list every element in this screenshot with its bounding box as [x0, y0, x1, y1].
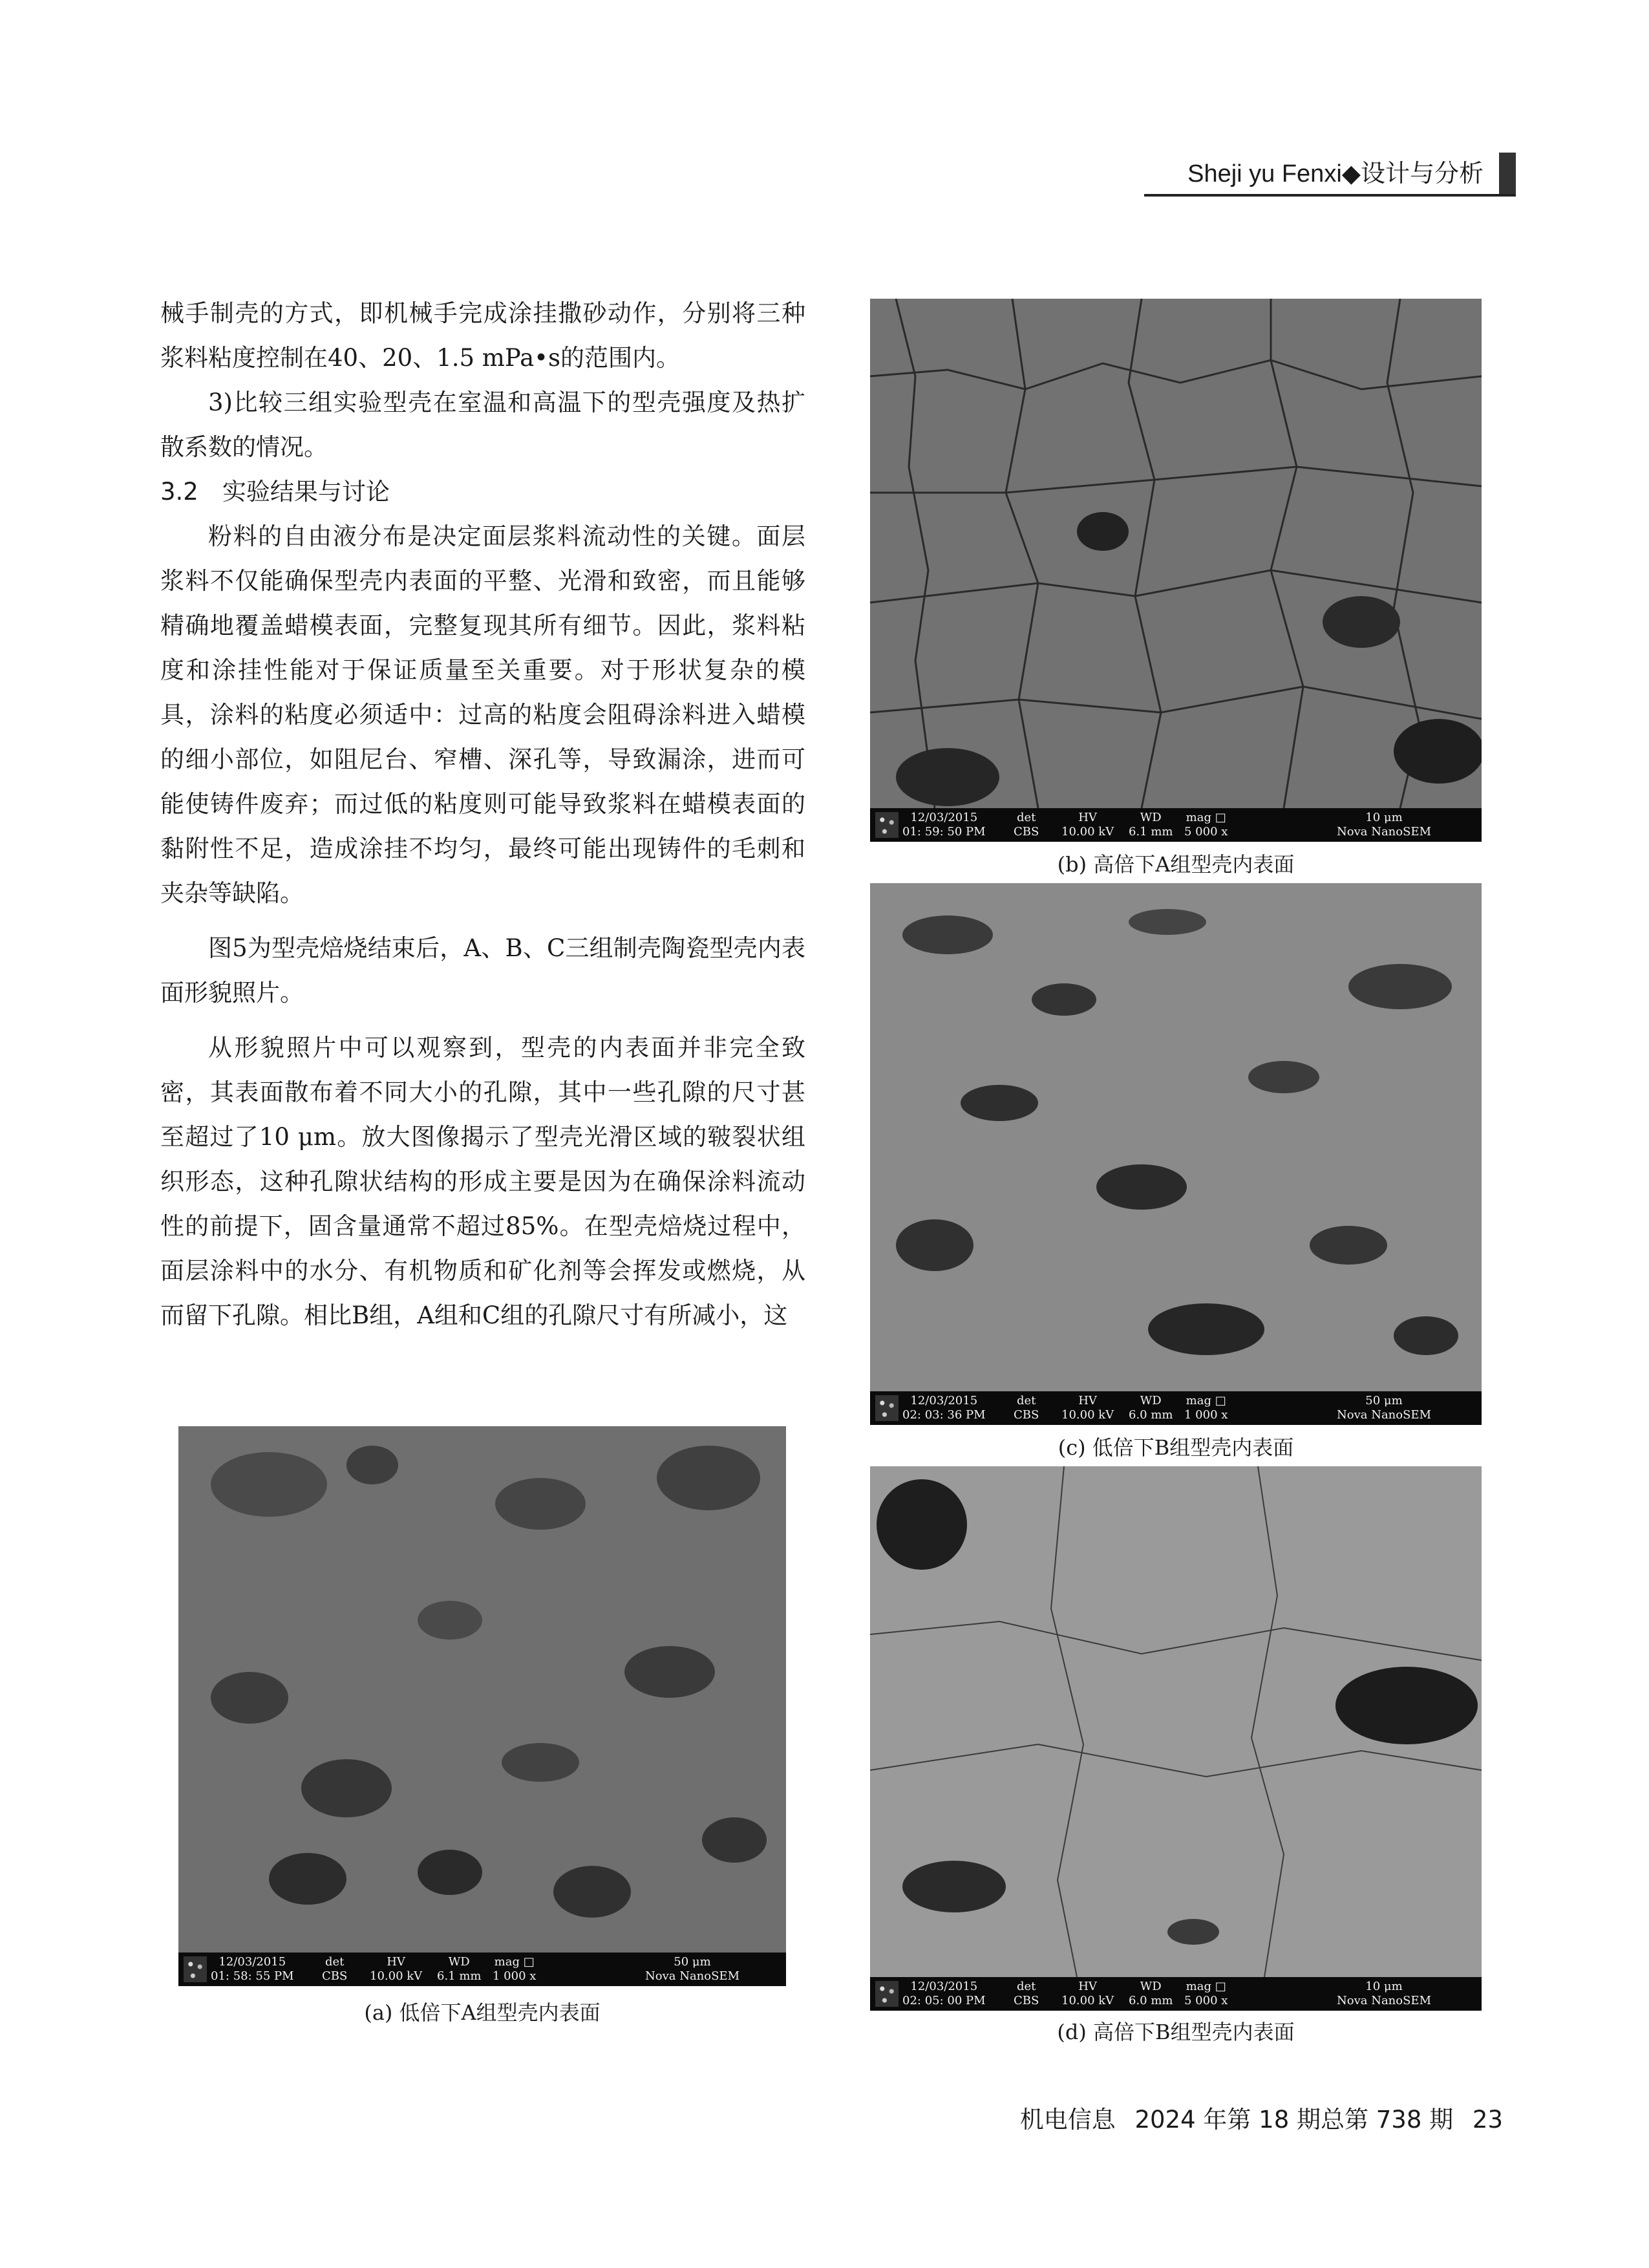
body-text-column [160, 291, 805, 1338]
sem-texture [870, 299, 1482, 808]
sem-texture [870, 883, 1482, 1391]
sem-image [870, 1466, 1482, 2011]
sem-mag: mag □ 1 000 x [493, 1955, 537, 1983]
sem-date-time: 12/03/2015 01: 58: 55 PM [211, 1955, 294, 1983]
figure-a [178, 1426, 786, 1986]
sem-texture [870, 1466, 1482, 1977]
sem-info-bar [178, 1952, 786, 1986]
sem-info-bar [870, 808, 1482, 842]
sem-date-time: 12/03/2015 01: 59: 50 PM [902, 811, 986, 839]
page-number: 23 [1472, 2106, 1503, 2134]
paragraph-2: 3)比较三组实验型壳在室温和高温下的型壳强度及热扩散系数的情况。 [160, 389, 805, 461]
paragraph-3: 粉料的自由液分布是决定面层浆料流动性的关键。面层浆料不仅能确保型壳内表面的平整、光滑和致密，而且能够精确地覆盖蜡模表面，完整复现其所有细节。因此，浆料粘度和涂挂性能对于保证质量至关重要。对于形状复杂的模具，涂料的粘度必须适中：过高的粘度会阻碍涂料进入蜡模的细小部位，如阻尼台、窄槽、深孔等，导致漏涂，进而可能使铸件废弃；而过低的粘度则可能导致浆料在蜡模表面的黏附性不足，造成涂挂不均匀，最终可能出现铸件的毛刺和夹杂等缺陷。 [160, 522, 805, 907]
sem-detector: det CBS [322, 1955, 348, 1983]
sem-mag: mag □ 5 000 x [1184, 811, 1228, 839]
sem-wd: WD 6.1 mm [437, 1955, 482, 1983]
sem-image [870, 883, 1482, 1425]
sem-wd: WD 6.0 mm [1129, 1394, 1173, 1422]
sem-mag: mag □ 1 000 x [1184, 1394, 1228, 1422]
sem-texture [178, 1426, 786, 1952]
sem-detector: det CBS [1014, 1980, 1039, 2007]
sem-info-bar [870, 1977, 1482, 2011]
sem-date-time: 12/03/2015 02: 05: 00 PM [902, 1980, 986, 2007]
running-header-text: Sheji yu Fenxi◆设计与分析 [1187, 160, 1484, 187]
running-header [1144, 149, 1516, 197]
fei-logo-icon [875, 812, 899, 838]
footer-issue: 2024 年第 18 期总第 738 期 [1134, 2106, 1454, 2134]
figure-b [870, 299, 1482, 842]
page-footer [1020, 2100, 1503, 2135]
sem-hv: HV 10.00 kV [1061, 1980, 1114, 2007]
caption-d: (d) 高倍下B组型壳内表面 [1057, 2020, 1295, 2044]
sem-info-bar [870, 1391, 1482, 1425]
caption-c: (c) 低倍下B组型壳内表面 [1058, 1435, 1294, 1460]
paragraph-5: 从形貌照片中可以观察到，型壳的内表面并非完全致密，其表面散布着不同大小的孔隙，其中一些孔隙的尺寸甚至超过了10 μm。放大图像揭示了型壳光滑区域的皲裂状组织形态，这种孔隙状结构的形成主要是因为在确保涂料流动性的前提下，固含量通常不超过85%。在型壳焙烧过程中，面层涂料中的水分、有机物质和矿化剂等会挥发或燃烧，从而留下孔隙。相比B组，A组和C组的孔隙尺寸有所减小，这 [160, 1034, 805, 1329]
sem-hv: HV 10.00 kV [370, 1955, 423, 1983]
footer-journal: 机电信息 [1019, 2106, 1116, 2134]
sem-hv: HV 10.00 kV [1061, 1394, 1114, 1422]
sem-wd: WD 6.1 mm [1129, 811, 1173, 839]
fei-logo-icon [184, 1956, 207, 1982]
caption-b: (b) 高倍下A组型壳内表面 [1057, 852, 1295, 877]
sem-image [870, 299, 1482, 842]
sem-scale: 10 μm Nova NanoSEM [1336, 1980, 1432, 2007]
sem-scale: 10 μm Nova NanoSEM [1336, 811, 1432, 839]
paragraph-1: 械手制壳的方式，即机械手完成涂挂撒砂动作，分别将三种浆料粘度控制在40、20、1.5 mPa•s的范围内。 [160, 299, 805, 372]
sem-date-time: 12/03/2015 02: 03: 36 PM [902, 1394, 986, 1422]
sem-scale: 50 μm Nova NanoSEM [1336, 1394, 1432, 1422]
caption-a: (a) 低倍下A组型壳内表面 [364, 2000, 601, 2025]
sem-hv: HV 10.00 kV [1061, 811, 1114, 839]
header-bar [1499, 153, 1516, 194]
sem-detector: det CBS [1014, 1394, 1039, 1422]
figure-d [870, 1466, 1482, 2011]
sem-image [178, 1426, 786, 1986]
fei-logo-icon [875, 1981, 899, 2007]
sem-detector: det CBS [1014, 811, 1039, 839]
sem-scale: 50 μm Nova NanoSEM [644, 1955, 740, 1983]
fei-logo-icon [875, 1395, 899, 1421]
figure-c [870, 883, 1482, 1425]
sem-wd: WD 6.0 mm [1129, 1980, 1173, 2007]
section-heading: 3.2 实验结果与讨论 [160, 478, 390, 506]
paragraph-4: 图5为型壳焙烧结束后，A、B、C三组制壳陶瓷型壳内表面形貌照片。 [160, 934, 805, 1007]
sem-mag: mag □ 5 000 x [1184, 1980, 1228, 2007]
